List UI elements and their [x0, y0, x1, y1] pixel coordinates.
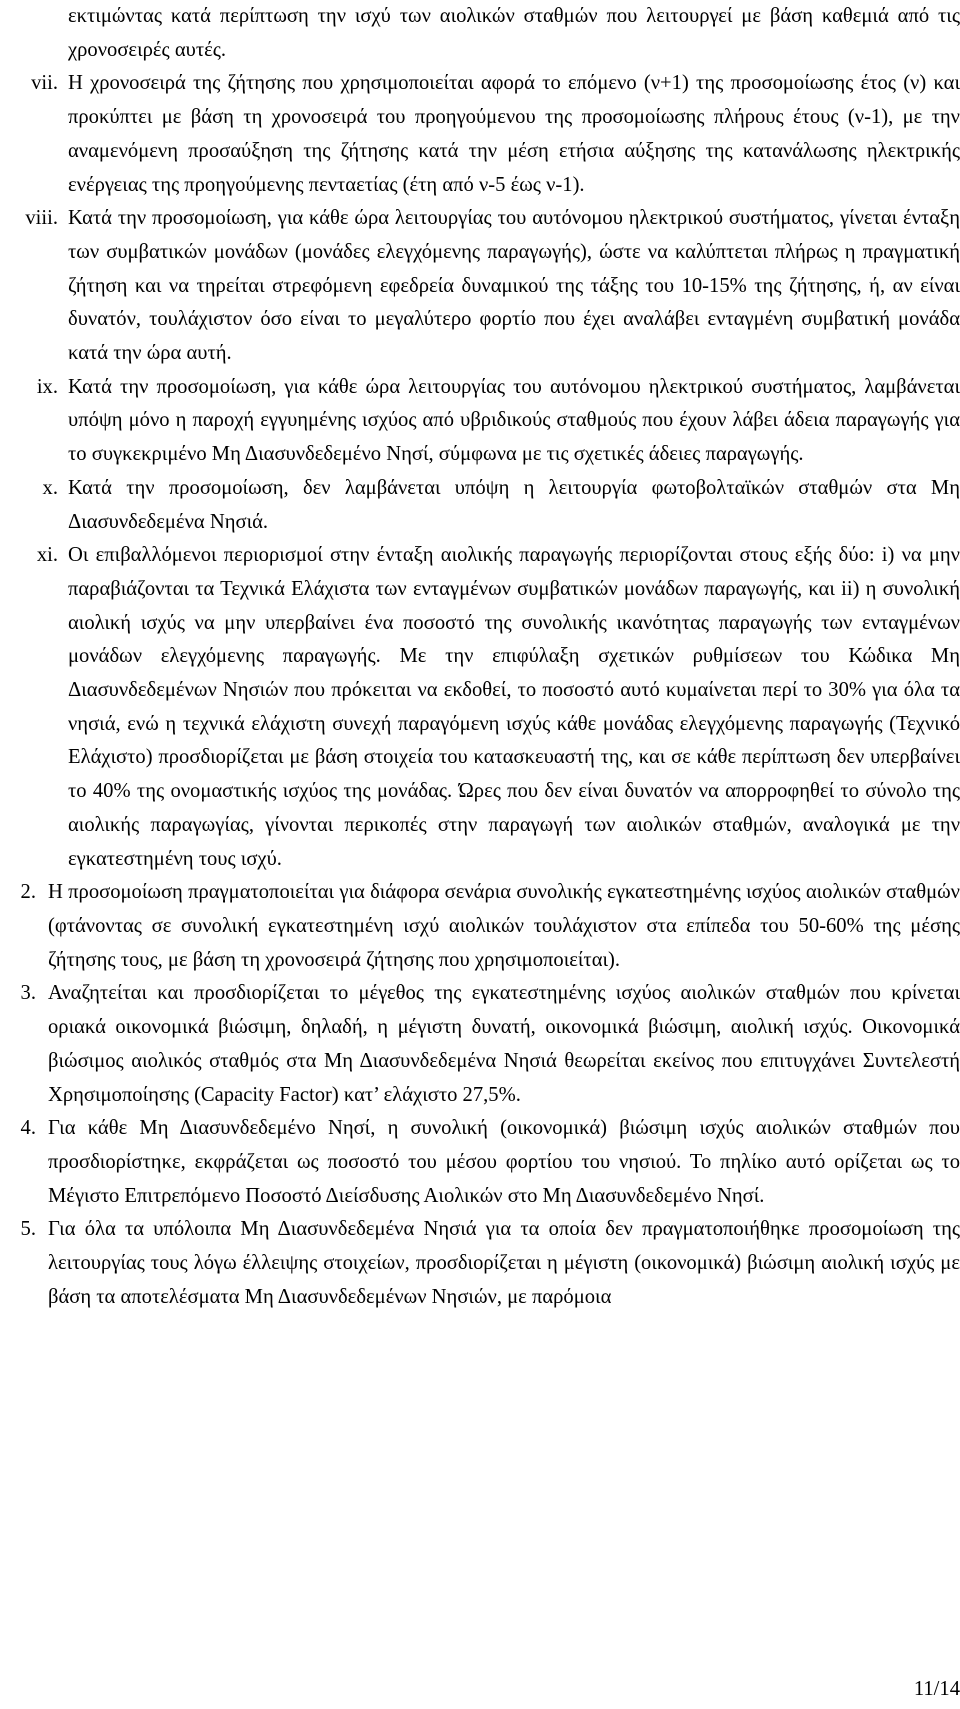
list-item-vii — [0, 67, 960, 202]
list-marker: xi. — [36, 544, 58, 567]
list-marker: ix. — [36, 375, 58, 398]
continuation-paragraph — [0, 0, 960, 67]
list-item-x — [0, 472, 960, 539]
list-item-ix — [0, 371, 960, 472]
list-item-text: Για όλα τα υπόλοιπα Μη Διασυνδεδεμένα Νησιά για τα οποία δεν πραγματοποιήθηκε προσομοίωση της λειτουργίας τους λόγω έλλειψης στοιχείων, προσδιορίζεται η μέγιστη (οικονομικά) βιώσιμη αιολική ισχύς με βάση τα αποτελέσματα Μη Διασυνδεδεμένων Νησιών, με παρόμοια — [48, 1218, 960, 1308]
continuation-text: εκτιμώντας κατά περίπτωση την ισχύ των αιολικών σταθμών που λειτουργεί με βάση καθεμιά από τις χρονοσειρές αυτές. — [68, 5, 960, 61]
list-item-text: Για κάθε Μη Διασυνδεδεμένο Νησί, η συνολική (οικονομικά) βιώσιμη ισχύς αιολικών σταθμών που προσδιορίστηκε, εκφράζεται ως ποσοστό του μέσου φορτίου του νησιού. Το πηλίκο αυτό ορίζεται ως το Μέγιστο Επιτρεπόμενο Ποσοστό Διείσδυσης Αιολικών στο Μη Διασυνδεδεμένο Νησί. — [48, 1117, 960, 1207]
list-marker: x. — [42, 476, 58, 499]
list-item-text: Κατά την προσομοίωση, για κάθε ώρα λειτουργίας του αυτόνομου ηλεκτρικού συστήματος, γίνεται ένταξη των συμβατικών μονάδων (μονάδες ελεγχόμενης παραγωγής), ώστε να καλύπτεται πλήρως η πραγματική ζήτηση και να τηρείται στρεφόμενη εφεδρεία δυναμικού της τάξης του 10-15% της ζήτησης, ή, αν είναι δυνατόν, τουλάχιστον όσο είναι το μεγαλύτερο φορτίο που έχει αναλάβει ενταγμένη συμβατική μονάδα κατά την ώρα αυτή. — [68, 207, 960, 365]
list-item-viii — [0, 202, 960, 371]
list-item-xi — [0, 539, 960, 876]
list-item-text: Οι επιβαλλόμενοι περιορισμοί στην ένταξη αιολικής παραγωγής περιορίζονται στους εξής δύο: i) να μην παραβιάζονται τα Τεχνικά Ελάχιστα των ενταγμένων συμβατικών μονάδων παραγωγής, και ii) η συνολική αιολική ισχύς να μην υπερβαίνει ένα ποσοστό της συνολικής ικανότητας παραγωγής των ενταγμένων μονάδων ελεγχόμενης παραγωγής. Με την επιφύλαξη σχετικών ρυθμίσεων του Κώδικα Μη Διασυνδεδεμένων Νησιών που πρόκειται να εκδοθεί, το ποσοστό αυτό κυμαίνεται περί το 30% για όλα τα νησιά, ενώ η τεχνικά ελάχιστη συνεχή παραγόμενη ισχύς κάθε μονάδας ελεγχόμενης παραγωγής (Τεχνικό Ελάχιστο) προσδιορίζεται με βάση στοιχεία του κατασκευαστή της, και σε κάθε περίπτωση δεν υπερβαίνει το 40% της ονομαστικής ισχύος της μονάδας. Ώρες που δεν είναι δυνατόν να απορροφηθεί το σύνολο της αιολικής παραγωγίας, γίνονται περικοπές στην παραγωγή των αιολικών σταθμών, αναλογικά με την εγκατεστημένη τους ισχύ. — [68, 544, 960, 870]
list-item-5 — [0, 1213, 960, 1314]
list-item-text: Αναζητείται και προσδιορίζεται το μέγεθος της εγκατεστημένης ισχύος αιολικών σταθμών που κρίνεται οριακά οικονομικά βιώσιμη, δηλαδή, η μέγιστη δυνατή, οικονομικά βιώσιμη, αιολική ισχύς. Οικονομικά βιώσιμος αιολικός σταθμός στα Μη Διασυνδεδεμένα Νησιά θεωρείται εκείνος που επιτυγχάνει Συντελεστή Χρησιμοποίησης (Capacity Factor) κατ’ ελάχιστο 27,5%. — [48, 982, 960, 1106]
list-marker: 2. — [20, 881, 36, 904]
list-item-text: Κατά την προσομοίωση, δεν λαμβάνεται υπόψη η λειτουργία φωτοβολταϊκών σταθμών στα Μη Διασυνδεδεμένα Νησιά. — [68, 476, 960, 533]
list-marker: vii. — [31, 72, 58, 95]
list-item-text: Κατά την προσομοίωση, για κάθε ώρα λειτουργίας του αυτόνομου ηλεκτρικού συστήματος, λαμβάνεται υπόψη μόνο η παροχή εγγυημένης ισχύος από υβριδικούς σταθμούς που έχουν λάβει άδεια παραγωγής για το συγκεκριμένο Μη Διασυνδεδεμένο Νησί, σύμφωνα με τις σχετικές άδειες παραγωγής. — [68, 375, 960, 466]
list-item-4 — [0, 1112, 960, 1213]
list-item-2 — [0, 876, 960, 977]
list-marker: 4. — [20, 1117, 36, 1140]
list-item-text: Η χρονοσειρά της ζήτησης που χρησιμοποιείται αφορά το επόμενο (ν+1) της προσομοίωσης έτος (ν) και προκύπτει με βάση τη χρονοσειρά του προηγούμενου της προσομοίωσης πλήρους έτους (ν-1), με την αναμενόμενη προσαύξηση της ζήτησης κατά την μέση ετήσια αύξησης της κατανάλωσης ηλεκτρικής ενέργειας της προηγούμενης πενταετίας (έτη από ν-5 έως ν-1). — [68, 72, 960, 196]
list-item-3 — [0, 977, 960, 1112]
list-marker: viii. — [25, 207, 58, 230]
list-marker: 3. — [20, 982, 36, 1005]
list-marker: 5. — [20, 1218, 36, 1241]
page-number: 11/14 — [913, 1678, 960, 1700]
list-item-text: Η προσομοίωση πραγματοποιείται για διάφορα σενάρια συνολικής εγκατεστημένης ισχύος αιολικών σταθμών (φτάνοντας σε συνολική εγκατεστημένη ισχύ αιολικών τουλάχιστον στα επίπεδα του 50-60% της μέσης ζήτησης τους, με βάση τη χρονοσειρά ζήτησης που χρησιμοποιείται). — [48, 881, 960, 971]
